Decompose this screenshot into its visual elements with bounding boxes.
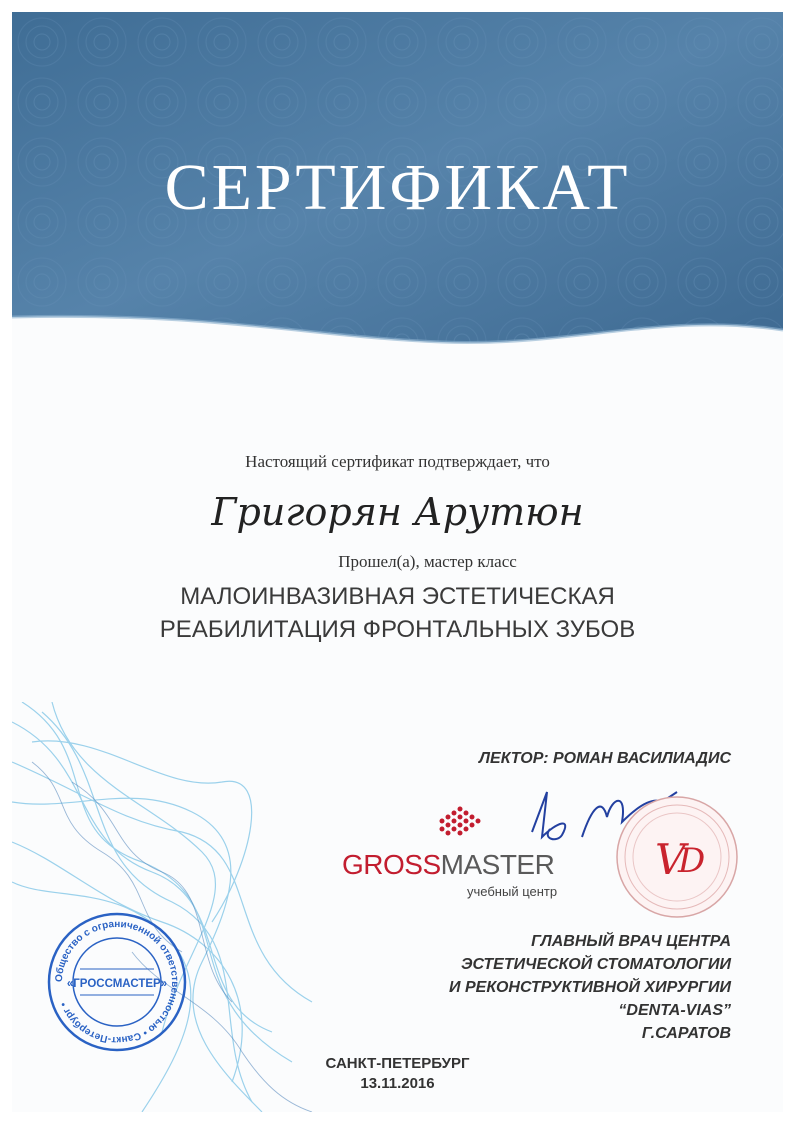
chief-doctor-block bbox=[449, 930, 731, 1045]
vd-seal bbox=[612, 792, 742, 922]
intro-text: Настоящий сертификат подтверждает, что bbox=[245, 452, 550, 471]
chief-line-2: ЭСТЕТИЧЕСКОЙ СТОМАТОЛОГИИ bbox=[460, 956, 731, 973]
course-line-2: РЕАБИЛИТАЦИЯ ФРОНТАЛЬНЫХ ЗУБОВ bbox=[159, 616, 636, 643]
course-line-1: МАЛОИНВАЗИВНАЯ ЭСТЕТИЧЕСКАЯ bbox=[180, 583, 615, 610]
chief-line-5: Г.САРАТОВ bbox=[641, 1025, 731, 1042]
chief-line-4: “DENTA-VIAS” bbox=[618, 1002, 731, 1019]
lecturer-line: ЛЕКТОР: РОМАН ВАСИЛИАДИС bbox=[479, 750, 731, 767]
certificate-page bbox=[12, 12, 783, 1112]
certificate-title: СЕРТИФИКАТ bbox=[164, 151, 631, 224]
chief-line-1: ГЛАВНЫЙ ВРАЧ ЦЕНТРА bbox=[531, 933, 731, 950]
course-title bbox=[12, 580, 783, 646]
svg-text:D: D bbox=[678, 841, 706, 881]
passed-text: Прошел(а), мастер класс bbox=[338, 552, 517, 571]
svg-text:V: V bbox=[655, 835, 686, 884]
logo-subtitle: учебный центр bbox=[467, 884, 558, 899]
logo-dots-icon bbox=[430, 804, 490, 844]
recipient-name: Григорян Арутюн bbox=[211, 490, 584, 534]
grossmaster-logo bbox=[342, 802, 582, 902]
footer-date: 13.11.2016 bbox=[360, 1075, 435, 1092]
footer-city: САНКТ-ПЕТЕРБУРГ bbox=[325, 1055, 470, 1072]
footer-location-date bbox=[12, 1054, 783, 1094]
stamp-ring-text: Общество с ограниченной ответственностью • Санкт-Петербург • bbox=[53, 918, 181, 1046]
chief-line-3: И РЕКОНСТРУКТИВНОЙ ХИРУРГИИ bbox=[449, 979, 731, 996]
company-stamp bbox=[42, 907, 192, 1057]
logo-wordmark: GROSSMASTER bbox=[342, 849, 555, 880]
stamp-center-text: «ГРОССМАСТЕР» bbox=[66, 978, 168, 990]
